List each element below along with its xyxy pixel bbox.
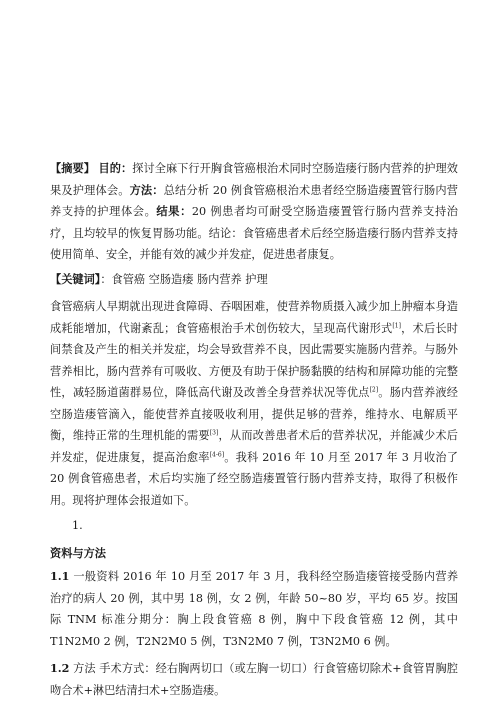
purpose-label: 目的： (98, 161, 133, 175)
list-number: 1. (72, 519, 83, 532)
paragraph-number-1-1: 1.1 (50, 569, 70, 583)
section-paragraph-1 (50, 566, 458, 652)
section-title: 资料与方法 (50, 545, 106, 560)
intro-text-3: 。肠内营养液经空肠造瘘管滴入，能使营养直接吸收利用，提供足够的营养，维持水、电解质平衡，维持正常的生理机能的需要 (50, 386, 458, 442)
result-text: 20 例患者均可耐受空肠造瘘置管行肠内营养支持治疗，且均较早的恢复胃肠功能。结论：食管癌患者术后经空肠造瘘行肠内营养支持使用简单、安全，并能有效的减少并发症，促进患者康复。 (50, 205, 458, 261)
citation-2: [2] (369, 386, 379, 394)
intro-text-4: ，从而改善患者术后的营养状况，并能减少术后并发症，促进康复，提高治愈率 (50, 429, 458, 464)
document-page (50, 158, 458, 701)
method-label: 方法： (129, 182, 164, 197)
keywords-line (50, 269, 458, 291)
citation-3: [3] (209, 429, 219, 437)
citation-4: [4-6] (209, 450, 225, 458)
intro-text-5: 。我科 2016 年 10 月至 2017 年 3 月收治了 20 例食管癌患者，术后均实施了经空肠造瘘置管行肠内营养支持，取得了积极作用。现将护理体会报道如下。 (50, 450, 458, 507)
purpose-text: 探讨全麻下行开胸食管癌根治术同时空肠造瘘行肠内营养的护理效果及护理体会。 (50, 162, 458, 197)
intro-text-2: ，术后长时间禁食及产生的相关并发症，均会导致营养不良，因此需要实施肠内营养。与肠外营养相比，肠内营养有可吸收、方便及有助于保护肠黏膜的结构和屏障功能的完整性，减轻肠道菌群易位，降低高代谢及改善全身营养状况等优点 (50, 321, 458, 399)
abstract-label: 【摘要】 (50, 161, 95, 175)
result-label: 结果： (156, 204, 192, 218)
paragraph-text-1-1: 一般资料 2016 年 10 月至 2017 年 3 月，我科经空肠造瘘管接受肠内营养治疗的病人 20 例，其中男 18 例，女 2 例，年龄 50~80 岁，平均 65 岁。按国际 TNM 标准分期分：胸上段食管癌 8 例，胸中下段食管癌 12 例，其中 T1N2M0 2 例，T2N2M0 5 例，T3N2M0 7 例，T3N2M0 6 例。 (50, 570, 459, 648)
intro-text-1: 食管癌病人早期就出现进食障碍、吞咽困难，使营养物质摄入减少加上肿瘤本身造成耗能增加，代谢紊乱；食管癌根治手术创伤较大，呈现高代谢形式 (50, 300, 458, 335)
paragraph-number-1-2: 1.2 (50, 661, 70, 675)
paragraph-text-1-2: 方法 手术方式：经右胸两切口（或左胸一切口）行食管癌切除术+食管胃胸腔吻合术+淋巴结清扫术+空肠造瘘。 (50, 662, 458, 697)
citation-1: [1] (392, 321, 401, 329)
abstract-paragraph (50, 158, 458, 266)
intro-paragraph (50, 296, 458, 511)
method-text: 总结分析 20 例食管癌根治术患者经空肠造瘘置管行肠内营养支持的护理体会。 (50, 183, 458, 218)
keywords-text: ：食管癌 空肠造瘘 肠内营养 护理 (100, 272, 268, 286)
keywords-label: 【关键词】 (50, 271, 101, 286)
section-paragraph-2 (50, 658, 458, 701)
